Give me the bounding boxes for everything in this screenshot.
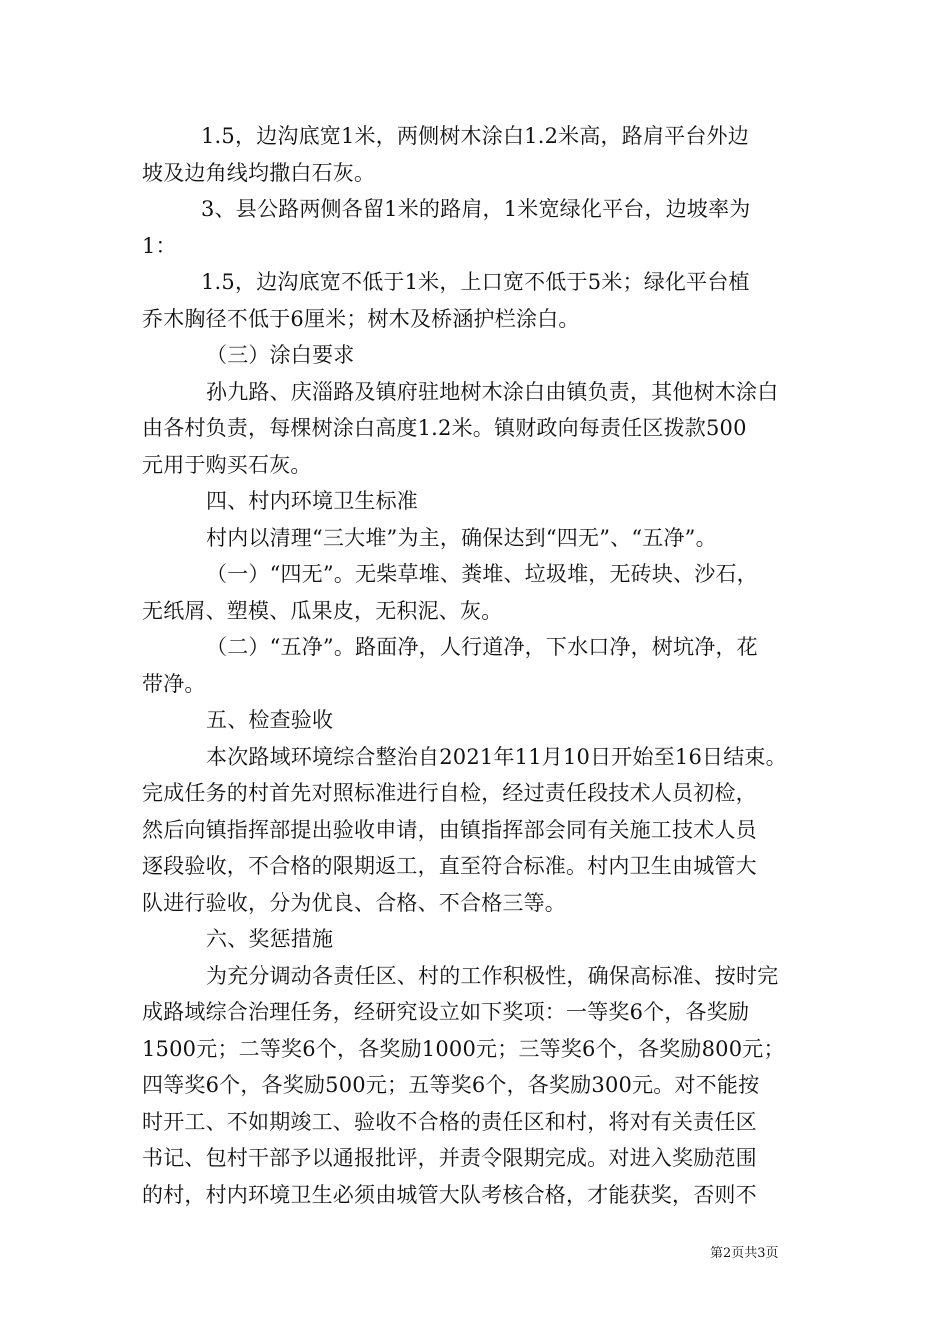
text-line: 队进行验收，分为优良、合格、不合格三等。: [142, 890, 566, 915]
text-line: 由各村负责，每棵树涂白高度1.2米。镇财政向每责任区拨款500: [142, 416, 747, 440]
text-line: 完成任务的村首先对照标准进行自检，经过责任段技术人员初检，: [142, 781, 757, 805]
text-line: 1：: [142, 233, 177, 258]
document-body: [142, 118, 824, 1213]
text-line: 1.5，边沟底宽1米，两侧树木涂白1.2米高，路肩平台外边: [201, 124, 749, 148]
text-line: 然后向镇指挥部提出验收申请，由镇指挥部会同有关施工技术人员: [142, 817, 757, 842]
section-heading: 四、村内环境卫生标准: [206, 489, 418, 513]
text-line: （二）“五净”。路面净，人行道净，下水口净，树坑净，花: [206, 635, 758, 659]
text-line: 无纸屑、塑模、瓜果皮，无积泥、灰。: [142, 598, 503, 623]
page-number: 第2页共3页: [710, 1246, 779, 1261]
text-line: （一）“四无”。无柴草堆、粪堆、垃圾堆，无砖块、沙石，: [206, 562, 758, 586]
section-heading: （三）涂白要求: [206, 343, 355, 367]
text-line: 时开工、不如期竣工、验收不合格的责任区和村，将对有关责任区: [142, 1109, 757, 1134]
text-line: 3、县公路两侧各留1米的路肩，1米宽绿化平台，边坡率为: [201, 197, 751, 221]
text-line: 元用于购买石灰。: [142, 452, 312, 477]
text-line: 本次路域环境综合整治自2021年11月10日开始至16日结束。: [206, 744, 787, 769]
text-line: 逐段验收，不合格的限期返工，直至符合标准。村内卫生由城管大: [142, 854, 757, 878]
text-line: 坡及边角线均撒白石灰。: [142, 160, 376, 185]
section-heading: 五、检查验收: [206, 708, 334, 732]
section-heading: 六、奖惩措施: [206, 927, 334, 951]
text-line: 成路域综合治理任务，经研究设立如下奖项：一等奖6个，各奖励: [142, 1000, 750, 1024]
text-line: 为充分调动各责任区、村的工作积极性，确保高标准、按时完: [206, 963, 779, 988]
text-line: 的村，村内环境卫生必须由城管大队考核合格，才能获奖，否则不: [142, 1182, 757, 1207]
text-line: 四等奖6个，各奖励500元；五等奖6个，各奖励300元。对不能按: [142, 1073, 760, 1097]
text-line: 村内以清理“三大堆”为主，确保达到“四无”、“五净”。: [206, 525, 717, 550]
text-line: 乔木胸径不低于6厘米；树木及桥涵护栏涂白。: [142, 306, 580, 331]
text-line: 1.5，边沟底宽不低于1米，上口宽不低于5米；绿化平台植: [201, 270, 750, 294]
text-line: 1500元；二等奖6个，各奖励1000元；三等奖6个，各奖励800元；: [142, 1036, 785, 1061]
text-line: 书记、包村干部予以通报批评，并责令限期完成。对进入奖励范围: [142, 1146, 757, 1170]
text-line: 孙九路、庆淄路及镇府驻地树木涂白由镇负责，其他树木涂白: [206, 379, 779, 404]
text-line: 带净。: [142, 671, 206, 696]
